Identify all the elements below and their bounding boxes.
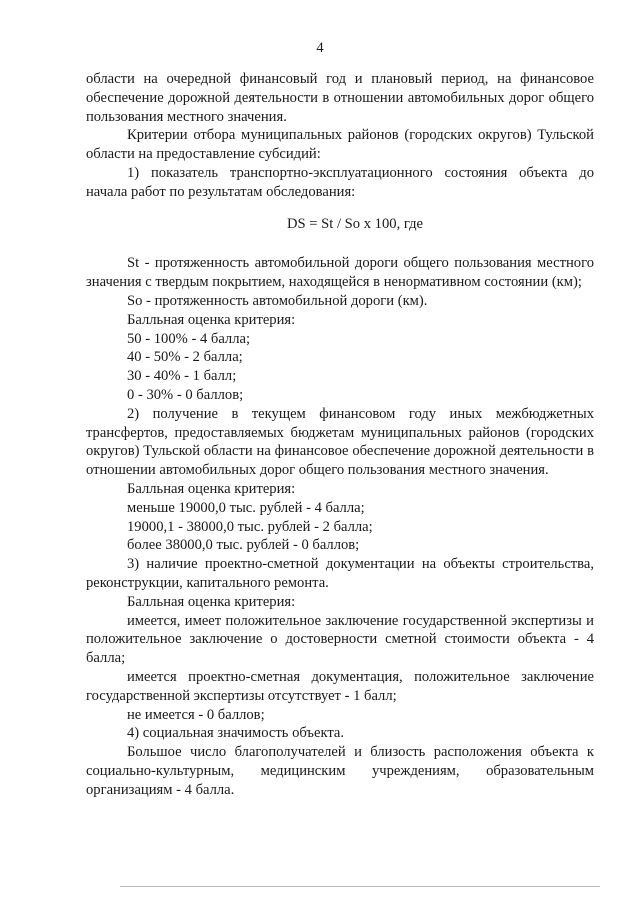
paragraph: меньше 19000,0 тыс. рублей - 4 балла;	[127, 499, 365, 516]
paragraph: St - протяженность автомобильной дороги общего пользования местного значения с твердым покрытием, находящейся в ненормативном состоянии (км);	[86, 255, 594, 291]
paragraph: имеется проектно-сметная документация, положительное заключение государственной экспертизы отсутствует - 1 балл;	[86, 668, 594, 704]
paragraph: Балльная оценка критерия:	[127, 480, 296, 497]
paragraph: Балльная оценка критерия:	[127, 311, 296, 328]
paragraph: 0 - 30% - 0 баллов;	[127, 386, 244, 403]
paragraph: 2) получение в текущем финансовом году иных межбюджетных трансфертов, предоставляемых бюджетам муниципальных районов (городских округов) Тульской области на финансовое обеспечение дорожной деятельности в отношении автомобильных дорог общего пользования местного значения.	[86, 405, 594, 479]
paragraph: области на очередной финансовый год и плановый период, на финансовое обеспечение дорожной деятельности в отношении автомобильных дорог общего пользования местного значения.	[86, 71, 594, 125]
paragraph: имеется, имеет положительное заключение государственной экспертизы и положительное заключение о достоверности сметной стоимости объекта - 4 балла;	[86, 612, 594, 667]
paragraph: 50 - 100% - 4 балла;	[127, 330, 251, 347]
paragraph: более 38000,0 тыс. рублей - 0 баллов;	[127, 537, 360, 554]
paragraph: 4) социальная значимость объекта.	[127, 725, 345, 742]
formula: DS = St / So x 100, где	[286, 215, 424, 232]
paragraph: 3) наличие проектно-сметной документации на объекты строительства, реконструкции, капитального ремонта.	[86, 556, 594, 591]
paragraph: Критерии отбора муниципальных районов (городских округов) Тульской области на предоставление субсидий:	[86, 127, 594, 163]
document-body	[86, 70, 594, 799]
paragraph: 1) показатель транспортно-эксплуатационного состояния объекта до начала работ по результатам обследования:	[86, 164, 594, 200]
paragraph: Балльная оценка критерия:	[127, 593, 296, 610]
paragraph: 19000,1 - 38000,0 тыс. рублей - 2 балла;	[127, 518, 373, 535]
paragraph: 40 - 50% - 2 балла;	[127, 349, 243, 366]
page-number: 4	[316, 40, 324, 56]
scan-artifact	[120, 886, 600, 887]
paragraph: не имеется - 0 баллов;	[127, 706, 265, 723]
paragraph: Большое число благополучателей и близость расположения объекта к социально-культурным, медицинским учреждениям, образовательным организациям - 4 балла.	[86, 744, 594, 798]
paragraph: So - протяженность автомобильной дороги (км).	[127, 292, 428, 309]
paragraph: 30 - 40% - 1 балл;	[127, 368, 237, 385]
